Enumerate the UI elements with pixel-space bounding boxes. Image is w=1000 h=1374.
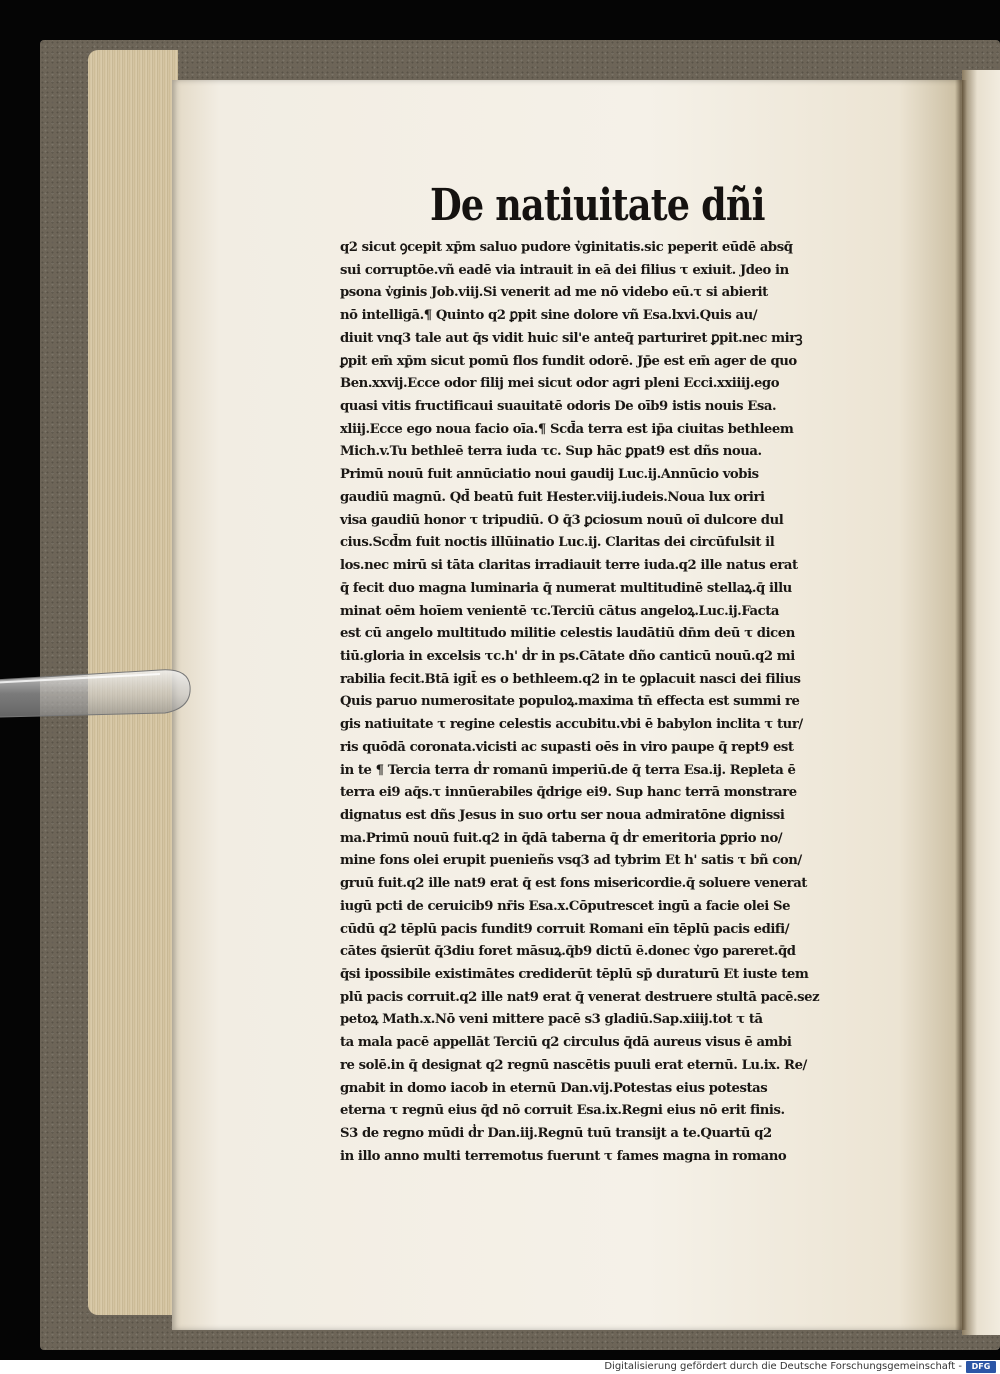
text-line: rabilia fecit.Btā igit̄ es o bethleem.q2 in te ꝯplacuit nasci dei filius <box>340 670 801 687</box>
text-line: gaudiū magnū. Qd̄ beatū fuit Hester.viij.iudeis.Noua lux oriri <box>340 488 765 505</box>
glass-pointer-image <box>0 668 200 718</box>
text-line: iugū pcti de ceruicib9 nr̄is Esa.x.Cōputrescet ingū a facie olei Se <box>340 897 791 914</box>
page-heading: De natiuitate dñi <box>430 180 765 231</box>
text-line: sui corruptōe.vñ eadē via intrauit in eā dei filius τ exiuit. Jdeo in <box>340 261 789 278</box>
text-line: cūdū q2 tēplū pacis fundit9 corruit Romani eīn tēplū pacis edifi/ <box>340 920 790 937</box>
text-line: re solē.in q̄ designat q2 regnū nascētis puuli erat eternū. Lu.ix. Re/ <box>340 1056 807 1073</box>
text-line: ꝑpit em̄ xp̄m sicut pomū flos fundit odorē. Jp̄e est em̄ ager de quo <box>340 352 797 369</box>
text-line: in illo anno multi terremotus fuerunt τ fames magna in romano <box>340 1147 787 1164</box>
text-line: mine fons olei erupit puenieñs vsq3 ad tybrim Et h' satis τ bñ con/ <box>340 852 802 869</box>
text-line: dignatus est dñs Jesus in suo ortu ser noua admiratōne dignissi <box>340 806 785 823</box>
text-line: eterna τ regnū eius q̄d nō corruit Esa.ix.Regni eius nō erit finis. <box>340 1102 785 1119</box>
text-line: cātes q̄sierūt q̄3diu foret māsuꝝ.q̄b9 dictū ē.donec v̓go pareret.q̄d <box>340 943 796 960</box>
text-line: q̄ fecit duo magna luminaria q̄ numerat multitudinē stellaꝝ.q̄ illu <box>340 579 792 596</box>
text-line: cius.Scd̄m fuit noctis illūinatio Luc.ij. Claritas dei circūfulsit il <box>340 534 775 551</box>
text-line: ma.Primū nouū fuit.q2 in q̄dā taberna q̄ d̓r emeritoria ꝑprio no/ <box>340 829 783 846</box>
text-line: Mich.v.Tu bethleē terra iuda τc. Sup hāc ꝑpat9 est dñs noua. <box>340 443 762 460</box>
text-line: ris quōdā coronata.vicisti ac supasti oēs in viro paupe q̄ rept9 est <box>340 738 794 755</box>
text-line: ta mala pacē appellāt Terciū q2 circulus q̄dā aureus visus ē ambi <box>340 1034 792 1051</box>
text-line: quasi vitis fructificaui suauitatē odoris De oīb9 istis nouis Esa. <box>340 398 777 415</box>
text-line: gis natiuitate τ regine celestis accubitu.vbi ē babylon inclita τ tur/ <box>340 716 803 733</box>
text-line: minat oēm hoīem venientē τc.Terciū cātus angeloꝝ.Luc.ij.Facta <box>340 602 779 619</box>
text-line: S3 de regno mūdi d̓r Dan.iij.Regnū tuū transijt a te.Quartū q2 <box>340 1125 772 1142</box>
text-line: diuit vnq3 tale aut q̄s vidit huic sil'e anteq̄ parturiret ꝑpit.nec mirꝫ <box>340 329 803 346</box>
text-line: Primū nouū fuit annūciatio noui gaudij Luc.ij.Annūcio vobis <box>340 466 759 483</box>
text-line: Quis paruo numerositate populoꝝ.maxima tn̄ effecta est summi re <box>340 693 800 710</box>
text-line: los.nec mirū si tāta claritas irradiauit terre iuda.q2 ille natus erat <box>340 557 798 574</box>
facing-page <box>962 70 1000 1335</box>
book-gutter <box>955 80 967 1330</box>
text-line: q2 sicut ꝯcepit xp̄m saluo pudore v̓ginitatis.sic peperit eūdē absq̄ <box>340 239 793 255</box>
footer-bar <box>0 1360 1000 1374</box>
text-line: visa gaudiū honor τ tripudiū. O q̄3 ꝑciosum nouū oī dulcore dul <box>340 511 784 528</box>
text-line: plū pacis corruit.q2 ille nat9 erat q̄ venerat destruere stultā pacē.sez <box>340 988 820 1005</box>
text-line: terra ei9 aq̄s.τ innūerabiles q̄drige ei9. Sup hanc terrā monstrare <box>340 784 797 801</box>
text-line: xliij.Ecce ego noua facio oīa.¶ Scd̄a terra est ip̄a ciuitas bethleem <box>340 420 794 437</box>
text-line: in te ¶ Tercia terra d̓r romanū imperiū.de q̄ terra Esa.ij. Repleta ē <box>340 761 796 778</box>
text-line: nō intelligā.¶ Quinto q2 ꝑpit sine dolore vñ Esa.lxvi.Quis au/ <box>340 307 758 324</box>
text-line: petoꝝ Math.x.Nō veni mittere pacē s3 gladiū.Sap.xiiij.tot τ tā <box>340 1011 763 1028</box>
text-line: gruū fuit.q2 ille nat9 erat q̄ est fons misericordie.q̄ soluere venerat <box>340 875 807 892</box>
dfg-logo: DFG <box>966 1361 996 1373</box>
text-line: psona v̓ginis Job.viij.Si venerit ad me nō videbo eū.τ si abierit <box>340 284 768 301</box>
text-line: est cū angelo multitudo militie celestis laudātiū dn̄m deū τ dicen <box>340 625 795 642</box>
funding-credit: Digitalisierung gefördert durch die Deutsche Forschungsgemeinschaft - <box>604 1361 962 1372</box>
text-block <box>340 236 900 1167</box>
text-line: tiū.gloria in excelsis τc.h' d̓r in ps.Cātate dño canticū nouū.q2 mi <box>340 647 795 664</box>
text-line: q̄si ipossibile existimātes crediderūt tēplū sp̄ duraturū Et iuste tem <box>340 966 809 982</box>
text-line: Ben.xxvij.Ecce odor filij mei sicut odor agri pleni Ecci.xxiiij.ego <box>340 375 780 392</box>
text-line: gnabit in domo iacob in eternū Dan.vij.Potestas eius potestas <box>340 1079 768 1096</box>
